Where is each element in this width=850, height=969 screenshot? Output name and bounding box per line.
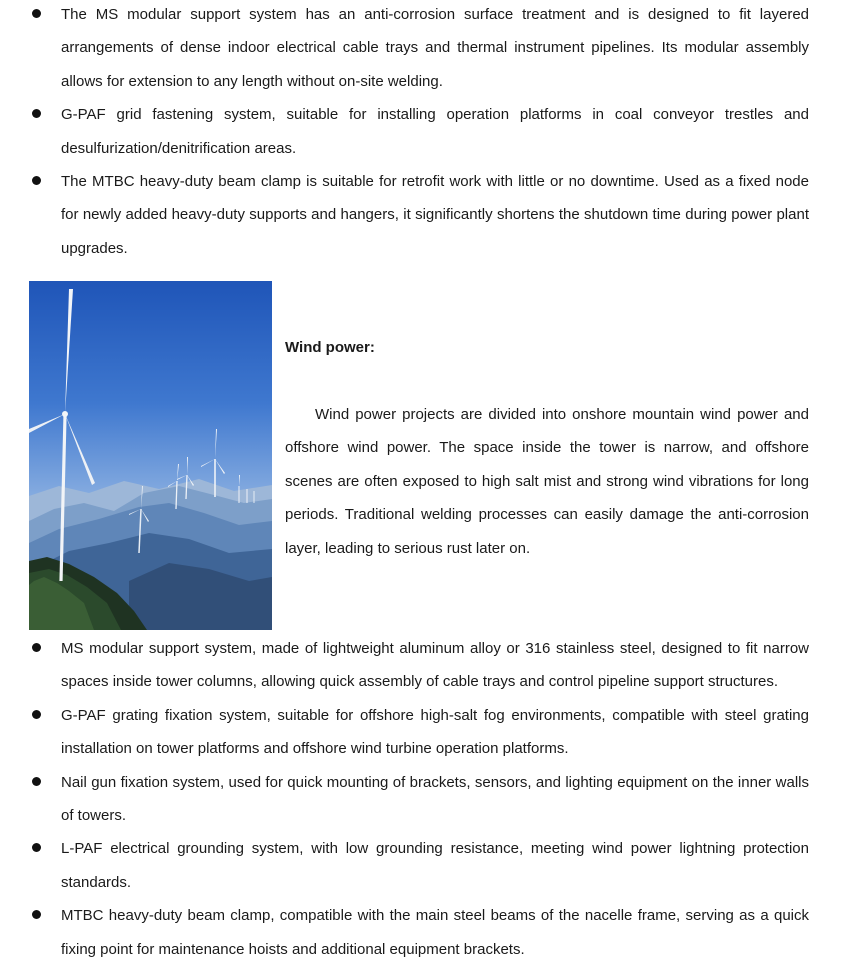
- list-item: [0, 899, 850, 966]
- list-item-text: G-PAF grid fastening system, suitable for installing operation platforms in coal conveyor trestles and desulfurization/denitrification areas.: [61, 106, 809, 157]
- bullet-icon: [32, 777, 41, 786]
- list-item: [0, 632, 850, 699]
- section-body: Wind power projects are divided into onshore mountain wind power and offshore wind power. The space inside the tower is narrow, and offshore scenes are often exposed to high salt mist and strong wind vibrations for long periods. Traditional welding processes can easily damage the anti-corrosion layer, leading to serious rust later on.: [285, 406, 809, 557]
- list-item-text: The MS modular support system has an anti-corrosion surface treatment and is designed to fit layered arrangements of dense indoor electrical cable trays and thermal instrument pipelines. Its modular assembly allows for extension to any length without on-site welding.: [61, 6, 809, 90]
- wind-turbine-photo: [29, 281, 272, 630]
- application-list-wind: [0, 632, 850, 966]
- list-item: [0, 0, 850, 98]
- list-item: [0, 98, 850, 165]
- list-item-text: L-PAF electrical grounding system, with low grounding resistance, meeting wind power lightning protection standards.: [61, 840, 809, 891]
- list-item-text: G-PAF grating fixation system, suitable for offshore high-salt fog environments, compatible with steel grating installation on tower platforms and offshore wind turbine operation platforms.: [61, 706, 809, 758]
- bullet-icon: [32, 9, 41, 18]
- section-heading: Wind power:: [285, 339, 375, 356]
- application-list-thermal: [0, 0, 850, 265]
- list-item: [0, 165, 850, 265]
- bullet-icon: [32, 109, 41, 118]
- list-item-text: The MTBC heavy-duty beam clamp is suitable for retrofit work with little or no downtime. Used as a fixed node for newly added heavy-duty supports and hangers, it significantly shortens the shutdown time during power plant upgrades.: [61, 173, 809, 257]
- list-item-text: MTBC heavy-duty beam clamp, compatible with the main steel beams of the nacelle frame, serving as a quick fixing point for maintenance hoists and additional equipment brackets.: [61, 907, 809, 958]
- bullet-icon: [32, 910, 41, 919]
- list-item-text: Nail gun fixation system, used for quick mounting of brackets, sensors, and lighting equipment on the inner walls of towers.: [61, 773, 809, 825]
- bullet-icon: [32, 176, 41, 185]
- bullet-icon: [32, 643, 41, 652]
- list-item-text: MS modular support system, made of lightweight aluminum alloy or 316 stainless steel, designed to fit narrow spaces inside tower columns, allowing quick assembly of cable trays and control pipeline support structures.: [61, 640, 809, 691]
- list-item: [0, 699, 850, 766]
- bullet-icon: [32, 710, 41, 719]
- list-item: [0, 766, 850, 833]
- bullet-icon: [32, 843, 41, 852]
- list-item: [0, 832, 850, 899]
